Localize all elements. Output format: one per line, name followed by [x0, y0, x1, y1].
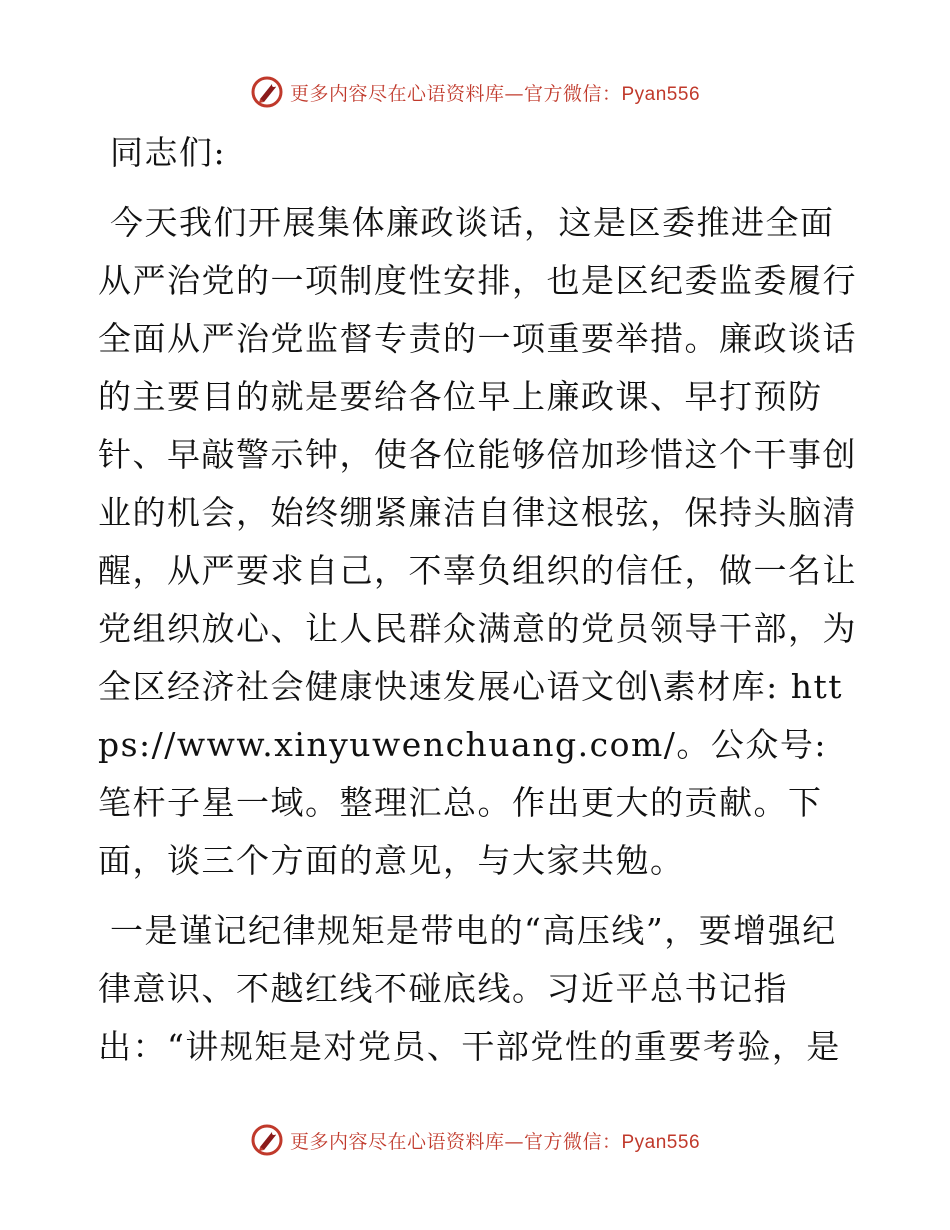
watermark-group — [250, 1123, 700, 1157]
paragraph-2: 一是谨记纪律规矩是带电的“高压线”，要增强纪律意识、不越红线不碰底线。习近平总书记指出：“讲规矩是对党员、干部党性的重要考验，是 — [98, 911, 841, 1066]
watermark-wechat-id: Pyan556 — [621, 83, 701, 105]
watermark-brand: 更多内容尽在心语资料库 — [289, 82, 505, 105]
watermark-brand: 更多内容尽在心语资料库 — [289, 1130, 505, 1153]
pen-logo-icon — [250, 75, 284, 109]
watermark-text — [290, 79, 700, 106]
document-body — [98, 120, 858, 1076]
watermark-wechat-id: Pyan556 — [621, 1131, 701, 1153]
greeting: 同志们: — [110, 133, 227, 172]
watermark-wechat-label: 官方微信： — [523, 1130, 622, 1153]
watermark-separator: — — [504, 1130, 524, 1153]
watermark-wechat-label: 官方微信： — [523, 82, 622, 105]
watermark-separator: — — [504, 82, 524, 105]
paragraph-1: 今天我们开展集体廉政谈话，这是区委推进全面从严治党的一项制度性安排，也是区纪委监委履行全面从严治党监督专责的一项重要举措。廉政谈话的主要目的就是要给各位早上廉政课、早打预防针、早敲警示钟，使各位能够倍加珍惜这个干事创业的机会，始终绷紧廉洁自律这根弦，保持头脑清醒，从严要求自己，不辜负组织的信任，做一名让党组织放心、让人民群众满意的党员领导干部，为全区经济社会健康快速发展心语文创\素材库: https://www.xinyuwenchuang.com/。公众号: 笔杆子星一域。整理汇总。作出更大的贡献。下面，谈三个方面的意见，与大家共勉。 — [98, 203, 857, 880]
footer-watermark — [0, 1120, 950, 1160]
pen-logo-icon — [250, 1123, 284, 1157]
header-watermark — [0, 72, 950, 112]
watermark-text — [290, 1127, 700, 1154]
watermark-group — [250, 75, 700, 109]
